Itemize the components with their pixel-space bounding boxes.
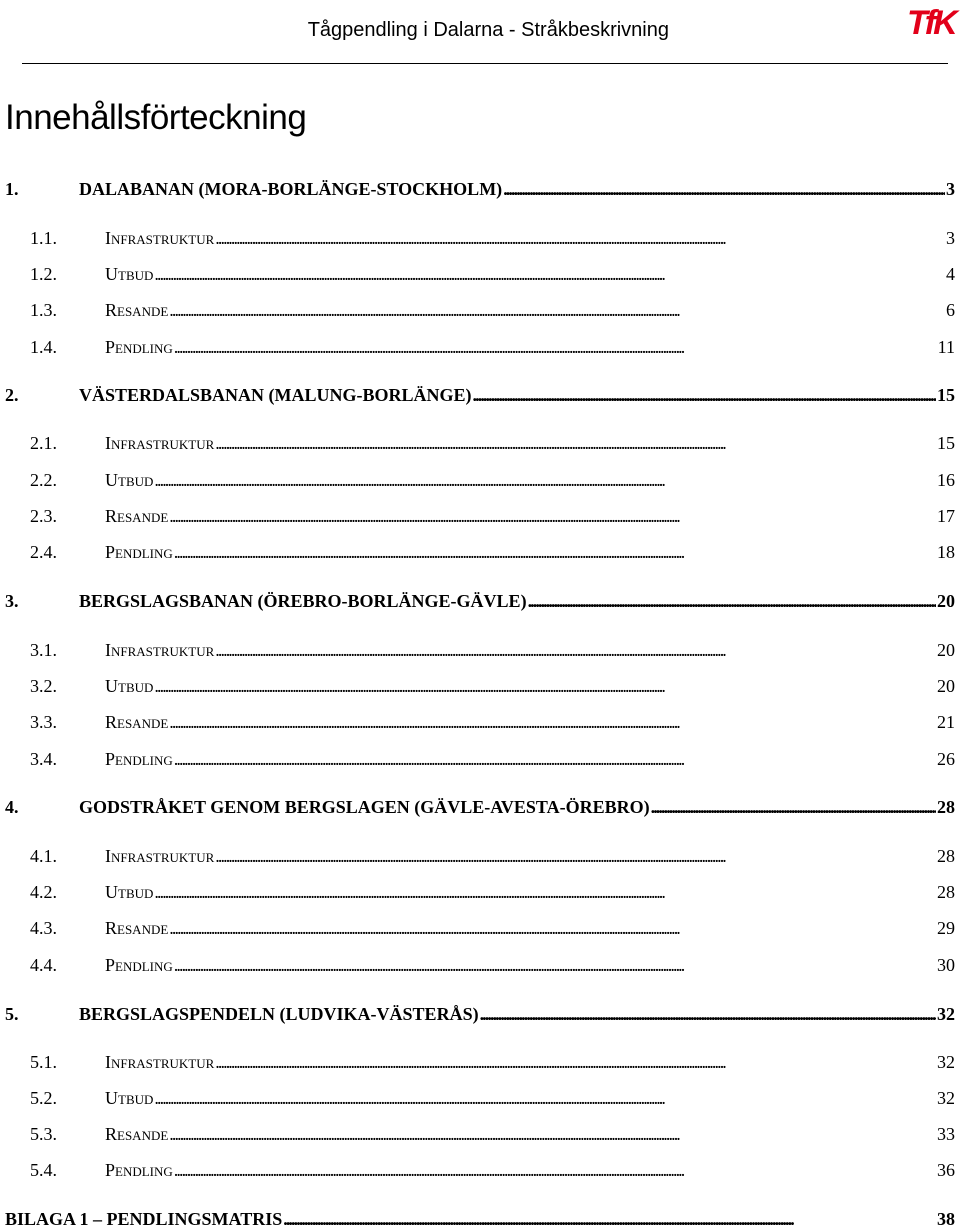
toc-entry-number: 5. — [5, 1004, 19, 1024]
dot-leader — [169, 1122, 936, 1146]
toc-entry-title: Pendling — [105, 749, 173, 769]
toc-entry-5-4[interactable] — [0, 1158, 955, 1182]
toc-entry-page: 16 — [937, 470, 955, 490]
toc-entry-title: Utbud — [105, 1088, 154, 1108]
toc-entry-title: DALABANAN (MORA-BORLÄNGE-STOCKHOLM) — [79, 179, 503, 199]
toc-entry-title: Infrastruktur — [105, 640, 215, 660]
toc-entry-1-1[interactable] — [0, 226, 955, 250]
dot-leader — [215, 226, 945, 250]
toc-entry-title: Utbud — [105, 264, 154, 284]
dot-leader — [651, 795, 936, 819]
dot-leader — [174, 747, 936, 771]
toc-entry-number: 2.4. — [30, 542, 57, 562]
dot-leader — [154, 1086, 936, 1110]
toc-entry-title: BILAGA 1 – PENDLINGSMATRIS — [5, 1209, 283, 1229]
toc-entry-title: BERGSLAGSPENDELN (LUDVIKA-VÄSTERÅS) — [79, 1004, 479, 1024]
toc-entry-number: 3.1. — [30, 640, 57, 660]
toc-entry-page: 38 — [937, 1209, 955, 1229]
dot-leader — [215, 1050, 936, 1074]
toc-entry-number: 4.3. — [30, 918, 57, 938]
toc-entry-1-3[interactable] — [0, 298, 955, 322]
toc-entry-2-3[interactable] — [0, 504, 955, 528]
toc-entry-title: Utbud — [105, 676, 154, 696]
toc-entry-3-2[interactable] — [0, 674, 955, 698]
toc-entry-number: 3. — [5, 591, 19, 611]
dot-leader — [169, 710, 936, 734]
toc-entry-number: 2. — [5, 385, 19, 405]
toc-entry-number: 3.4. — [30, 749, 57, 769]
dot-leader — [154, 674, 936, 698]
dot-leader — [174, 953, 936, 977]
toc-heading: Innehållsförteckning — [5, 98, 307, 137]
toc-entry-number: 1.4. — [30, 337, 57, 357]
toc-entry-number: 1.3. — [30, 300, 57, 320]
toc-entry-title: Utbud — [105, 470, 154, 490]
dot-leader — [215, 431, 936, 455]
toc-entry-2-4[interactable] — [0, 540, 955, 564]
toc-entry-page: 29 — [937, 918, 955, 938]
toc-entry-title: Resande — [105, 712, 169, 732]
toc-entry-title: BERGSLAGSBANAN (ÖREBRO-BORLÄNGE-GÄVLE) — [79, 591, 527, 611]
toc-entry-2-1[interactable] — [0, 431, 955, 455]
toc-entry-title: Utbud — [105, 882, 154, 902]
toc-entry-number: 4.2. — [30, 882, 57, 902]
toc-entry-title: Infrastruktur — [105, 1052, 215, 1072]
toc-entry-page: 15 — [937, 433, 955, 453]
toc-entry-title: Pendling — [105, 955, 173, 975]
toc-entry-5-3[interactable] — [0, 1122, 955, 1146]
toc-entry-page: 15 — [937, 385, 955, 405]
toc-entry-number: 1.2. — [30, 264, 57, 284]
dot-leader — [169, 916, 936, 940]
toc-entry-1-2[interactable] — [0, 262, 955, 286]
toc-entry-number: 2.1. — [30, 433, 57, 453]
toc-entry-5-2[interactable] — [0, 1086, 955, 1110]
toc-entry-3-3[interactable] — [0, 710, 955, 734]
toc-entry-page: 18 — [937, 542, 955, 562]
toc-entry-number: 2.2. — [30, 470, 57, 490]
toc-entry-page: 6 — [946, 300, 955, 320]
toc-entry-2[interactable] — [0, 383, 955, 407]
dot-leader — [215, 844, 936, 868]
toc-entry-number: 5.1. — [30, 1052, 57, 1072]
dot-leader — [215, 638, 936, 662]
toc-entry-title: Pendling — [105, 542, 173, 562]
toc-entry-number: 5.3. — [30, 1124, 57, 1144]
dot-leader — [174, 335, 937, 359]
toc-entry-bilaga-1[interactable] — [0, 1207, 955, 1231]
toc-entry-page: 11 — [937, 337, 955, 357]
toc-entry-number: 5.4. — [30, 1160, 57, 1180]
toc-entry-page: 4 — [946, 264, 955, 284]
dot-leader — [283, 1207, 936, 1231]
dot-leader — [480, 1002, 936, 1026]
toc-entry-number: 1.1. — [30, 228, 57, 248]
toc-entry-page: 33 — [937, 1124, 955, 1144]
toc-entry-title: Resande — [105, 506, 169, 526]
toc-entry-number: 4. — [5, 797, 19, 817]
toc-entry-title: Resande — [105, 1124, 169, 1144]
toc-entry-title: Infrastruktur — [105, 433, 215, 453]
toc-entry-number: 4.1. — [30, 846, 57, 866]
toc-entry-number: 1. — [5, 179, 19, 199]
dot-leader — [154, 468, 936, 492]
toc-entry-page: 28 — [937, 797, 955, 817]
toc-entry-page: 3 — [946, 179, 955, 199]
toc-entry-5-1[interactable] — [0, 1050, 955, 1074]
toc-entry-4[interactable] — [0, 795, 955, 819]
toc-entry-page: 32 — [937, 1004, 955, 1024]
toc-entry-4-4[interactable] — [0, 953, 955, 977]
document-header-title: Tågpendling i Dalarna - Stråkbeskrivning — [307, 19, 669, 41]
toc-entry-3-1[interactable] — [0, 638, 955, 662]
toc-entry-4-1[interactable] — [0, 844, 955, 868]
dot-leader — [169, 504, 936, 528]
toc-entry-3[interactable] — [0, 589, 955, 613]
dot-leader — [473, 383, 936, 407]
toc-entry-page: 32 — [937, 1088, 955, 1108]
toc-entry-page: 3 — [946, 228, 955, 248]
toc-entry-number: 3.3. — [30, 712, 57, 732]
toc-entry-5[interactable] — [0, 1002, 955, 1026]
toc-entry-4-2[interactable] — [0, 880, 955, 904]
toc-entry-page: 32 — [937, 1052, 955, 1072]
toc-entry-number: 4.4. — [30, 955, 57, 975]
toc-entry-1[interactable] — [0, 177, 955, 201]
toc-entry-title: Infrastruktur — [105, 228, 215, 248]
toc-entry-page: 28 — [937, 846, 955, 866]
dot-leader — [503, 177, 945, 201]
toc-entry-2-2[interactable] — [0, 468, 955, 492]
toc-entry-page: 20 — [937, 591, 955, 611]
toc-entry-4-3[interactable] — [0, 916, 955, 940]
toc-entry-number: 3.2. — [30, 676, 57, 696]
dot-leader — [154, 262, 945, 286]
toc-entry-number: 2.3. — [30, 506, 57, 526]
dot-leader — [169, 298, 945, 322]
toc-entry-title: Pendling — [105, 1160, 173, 1180]
toc-entry-number: 5.2. — [30, 1088, 57, 1108]
toc-entry-title: GODSTRÅKET GENOM BERGSLAGEN (GÄVLE-AVESTA-ÖREBRO) — [79, 797, 650, 817]
dot-leader — [528, 589, 936, 613]
dot-leader — [174, 540, 936, 564]
toc-entry-title: Resande — [105, 918, 169, 938]
toc-entry-3-4[interactable] — [0, 747, 955, 771]
toc-entry-title: Resande — [105, 300, 169, 320]
toc-entry-page: 17 — [937, 506, 955, 526]
dot-leader — [174, 1158, 936, 1182]
toc-entry-title: Pendling — [105, 337, 173, 357]
toc-entry-page: 36 — [937, 1160, 955, 1180]
toc-entry-1-4[interactable] — [0, 335, 955, 359]
toc-entry-page: 28 — [937, 882, 955, 902]
dot-leader — [154, 880, 936, 904]
tfk-logo: TfK — [907, 4, 955, 42]
toc-entry-page: 20 — [937, 676, 955, 696]
toc-entry-title: Infrastruktur — [105, 846, 215, 866]
toc-entry-title: VÄSTERDALSBANAN (MALUNG-BORLÄNGE) — [79, 385, 472, 405]
toc-entry-page: 30 — [937, 955, 955, 975]
toc-entry-page: 20 — [937, 640, 955, 660]
toc-entry-page: 21 — [937, 712, 955, 732]
header-divider — [22, 63, 948, 64]
toc-entry-page: 26 — [937, 749, 955, 769]
